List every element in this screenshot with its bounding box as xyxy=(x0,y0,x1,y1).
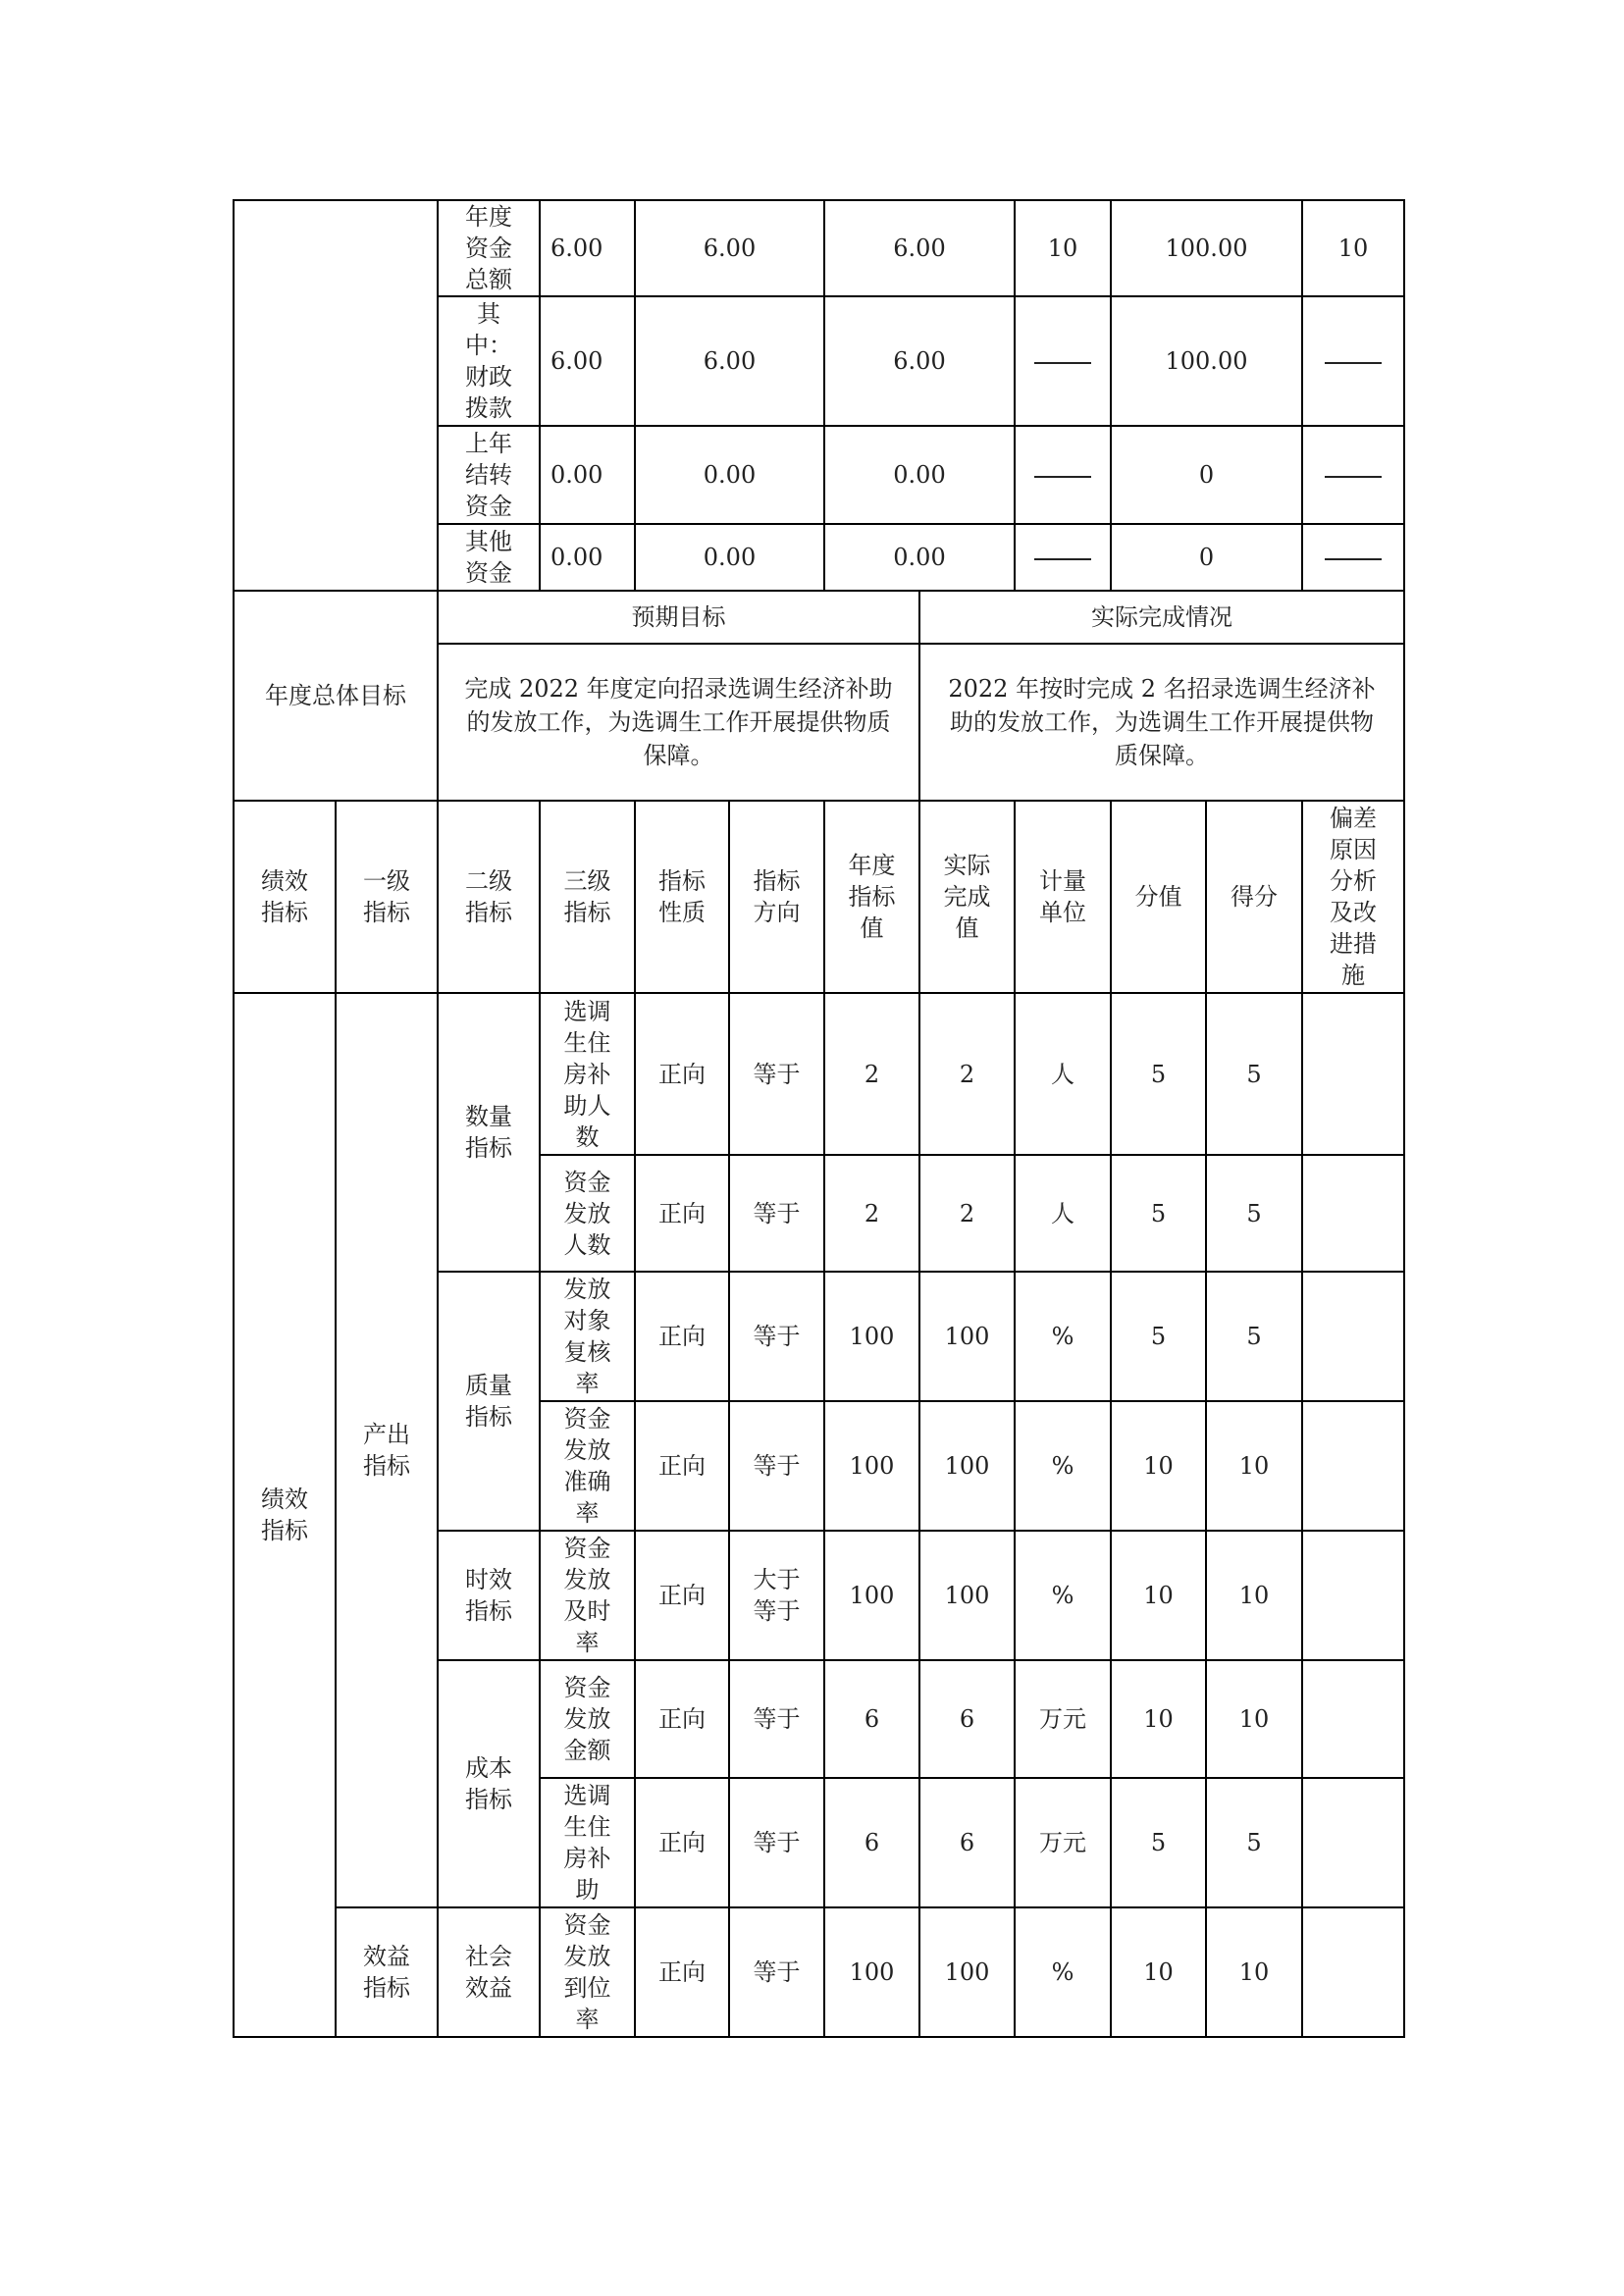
indicator-nature: 正向 xyxy=(635,1155,729,1272)
indicator-weight: 10 xyxy=(1111,1401,1206,1531)
indicator-name: 发放对象复核率 xyxy=(563,1276,611,1397)
funds-weight-dash xyxy=(1015,524,1111,591)
indicator-note xyxy=(1302,1155,1404,1272)
indicator-name: 资金发放准确率 xyxy=(563,1405,611,1527)
indicator-nature: 正向 xyxy=(635,1531,729,1660)
indicator-score: 10 xyxy=(1206,1401,1302,1531)
indicator-score: 10 xyxy=(1206,1907,1302,2037)
goal-label: 年度总体目标 xyxy=(234,591,438,801)
indicator-row xyxy=(234,993,1404,1155)
header-col10: 得分 xyxy=(1206,801,1302,993)
header-col5: 指标方向 xyxy=(753,867,801,926)
funds-score: 10 xyxy=(1302,200,1404,296)
funds-label: 其中：财政拨款 xyxy=(465,300,512,422)
indicator-nature: 正向 xyxy=(635,1907,729,2037)
indicator-weight: 5 xyxy=(1111,1778,1206,1907)
funds-col3: 6.00 xyxy=(824,296,1015,426)
indicator-score: 5 xyxy=(1206,993,1302,1155)
funds-score-dash xyxy=(1302,296,1404,426)
indicator-actual: 100 xyxy=(919,1907,1015,2037)
indicator-nature: 正向 xyxy=(635,1778,729,1907)
funds-label: 年度资金总额 xyxy=(465,203,512,293)
indicator-unit: 万元 xyxy=(1015,1778,1111,1907)
indicator-name: 资金发放到位率 xyxy=(563,1911,611,2033)
indicator-unit: % xyxy=(1015,1272,1111,1401)
indicator-direction: 等于 xyxy=(729,1401,824,1531)
indicator-target: 2 xyxy=(824,1155,919,1272)
level1-output: 产出指标 xyxy=(363,1421,410,1480)
funds-blank-cell xyxy=(234,200,438,591)
funds-score-dash xyxy=(1302,426,1404,524)
indicator-direction: 等于 xyxy=(729,993,824,1155)
indicator-unit: % xyxy=(1015,1401,1111,1531)
indicator-note xyxy=(1302,1660,1404,1778)
indicator-target: 100 xyxy=(824,1401,919,1531)
actual-text: 2022 年按时完成 2 名招录选调生经济补助的发放工作，为选调生工作开展提供物质保障。 xyxy=(919,644,1404,801)
indicator-note xyxy=(1302,1531,1404,1660)
indicator-nature: 正向 xyxy=(635,1401,729,1531)
indicator-weight: 10 xyxy=(1111,1660,1206,1778)
indicator-direction: 等于 xyxy=(729,1778,824,1907)
funds-weight-dash xyxy=(1015,426,1111,524)
performance-table xyxy=(233,199,1405,2038)
indicator-target: 100 xyxy=(824,1531,919,1660)
funds-col1: 0.00 xyxy=(540,524,635,591)
level1-benefit: 效益指标 xyxy=(363,1943,410,2002)
indicator-nature: 正向 xyxy=(635,1660,729,1778)
indicator-direction: 大于等于 xyxy=(753,1566,801,1625)
funds-row xyxy=(234,200,1404,296)
indicator-target: 2 xyxy=(824,993,919,1155)
indicator-score: 10 xyxy=(1206,1531,1302,1660)
indicator-note xyxy=(1302,1272,1404,1401)
indicator-target: 100 xyxy=(824,1907,919,2037)
header-col9: 分值 xyxy=(1111,801,1206,993)
header-col7: 实际完成值 xyxy=(943,852,991,942)
funds-label: 上年结转资金 xyxy=(465,430,512,520)
indicator-weight: 5 xyxy=(1111,1272,1206,1401)
actual-header: 实际完成情况 xyxy=(919,591,1404,644)
goal-header-row xyxy=(234,591,1404,644)
funds-col2: 0.00 xyxy=(635,524,824,591)
indicator-actual: 2 xyxy=(919,1155,1015,1272)
indicator-actual: 100 xyxy=(919,1531,1015,1660)
header-col11: 偏差原因分析及改进措施 xyxy=(1330,805,1377,989)
funds-col3: 0.00 xyxy=(824,426,1015,524)
indicator-actual: 100 xyxy=(919,1272,1015,1401)
header-col0: 绩效指标 xyxy=(261,867,308,926)
header-col8: 计量单位 xyxy=(1039,867,1086,926)
funds-col3: 0.00 xyxy=(824,524,1015,591)
indicator-score: 5 xyxy=(1206,1155,1302,1272)
funds-rate: 0 xyxy=(1111,524,1302,591)
funds-col2: 6.00 xyxy=(635,200,824,296)
indicator-target: 6 xyxy=(824,1778,919,1907)
funds-weight: 10 xyxy=(1015,200,1111,296)
l2-timeliness: 时效指标 xyxy=(465,1566,512,1625)
indicator-score: 5 xyxy=(1206,1778,1302,1907)
indicator-unit: % xyxy=(1015,1907,1111,2037)
funds-rate: 100.00 xyxy=(1111,200,1302,296)
indicator-weight: 10 xyxy=(1111,1907,1206,2037)
header-col6: 年度指标值 xyxy=(848,852,896,942)
indicator-name: 资金发放金额 xyxy=(563,1674,611,1764)
funds-col2: 0.00 xyxy=(635,426,824,524)
indicator-weight: 5 xyxy=(1111,1155,1206,1272)
indicator-unit: 人 xyxy=(1015,1155,1111,1272)
indicator-nature: 正向 xyxy=(635,993,729,1155)
indicator-name: 资金发放人数 xyxy=(563,1168,611,1259)
indicator-direction: 等于 xyxy=(729,1907,824,2037)
funds-col1: 0.00 xyxy=(540,426,635,524)
indicator-score: 5 xyxy=(1206,1272,1302,1401)
group-label: 绩效指标 xyxy=(261,1486,308,1544)
indicator-header-row xyxy=(234,801,1404,993)
indicator-target: 6 xyxy=(824,1660,919,1778)
indicator-note xyxy=(1302,1401,1404,1531)
funds-label: 其他资金 xyxy=(465,528,512,587)
header-col2: 二级指标 xyxy=(465,867,512,926)
indicator-unit: % xyxy=(1015,1531,1111,1660)
funds-col1: 6.00 xyxy=(540,200,635,296)
indicator-note xyxy=(1302,993,1404,1155)
indicator-name: 资金发放及时率 xyxy=(563,1535,611,1656)
indicator-actual: 6 xyxy=(919,1778,1015,1907)
indicator-unit: 万元 xyxy=(1015,1660,1111,1778)
indicator-weight: 10 xyxy=(1111,1531,1206,1660)
funds-rate: 0 xyxy=(1111,426,1302,524)
l2-quality: 质量指标 xyxy=(465,1372,512,1431)
indicator-note xyxy=(1302,1907,1404,2037)
expected-header: 预期目标 xyxy=(438,591,919,644)
indicator-target: 100 xyxy=(824,1272,919,1401)
indicator-actual: 6 xyxy=(919,1660,1015,1778)
indicator-note xyxy=(1302,1778,1404,1907)
indicator-direction: 等于 xyxy=(729,1272,824,1401)
indicator-weight: 5 xyxy=(1111,993,1206,1155)
header-col4: 指标性质 xyxy=(658,867,706,926)
indicator-score: 10 xyxy=(1206,1660,1302,1778)
indicator-name: 选调生住房补助人数 xyxy=(563,997,611,1151)
l2-cost: 成本指标 xyxy=(465,1754,512,1813)
funds-col2: 6.00 xyxy=(635,296,824,426)
indicator-nature: 正向 xyxy=(635,1272,729,1401)
l2-social: 社会效益 xyxy=(465,1943,512,2002)
indicator-direction: 等于 xyxy=(729,1155,824,1272)
indicator-row xyxy=(234,1907,1404,2037)
expected-text: 完成 2022 年度定向招录选调生经济补助的发放工作，为选调生工作开展提供物质保障。 xyxy=(438,644,919,801)
funds-weight-dash xyxy=(1015,296,1111,426)
indicator-actual: 2 xyxy=(919,993,1015,1155)
indicator-unit: 人 xyxy=(1015,993,1111,1155)
header-col1: 一级指标 xyxy=(363,867,410,926)
funds-col3: 6.00 xyxy=(824,200,1015,296)
funds-score-dash xyxy=(1302,524,1404,591)
funds-rate: 100.00 xyxy=(1111,296,1302,426)
funds-col1: 6.00 xyxy=(540,296,635,426)
indicator-direction: 等于 xyxy=(729,1660,824,1778)
indicator-name: 选调生住房补助 xyxy=(563,1782,611,1904)
l2-quantity: 数量指标 xyxy=(465,1103,512,1162)
indicator-actual: 100 xyxy=(919,1401,1015,1531)
header-col3: 三级指标 xyxy=(563,867,611,926)
